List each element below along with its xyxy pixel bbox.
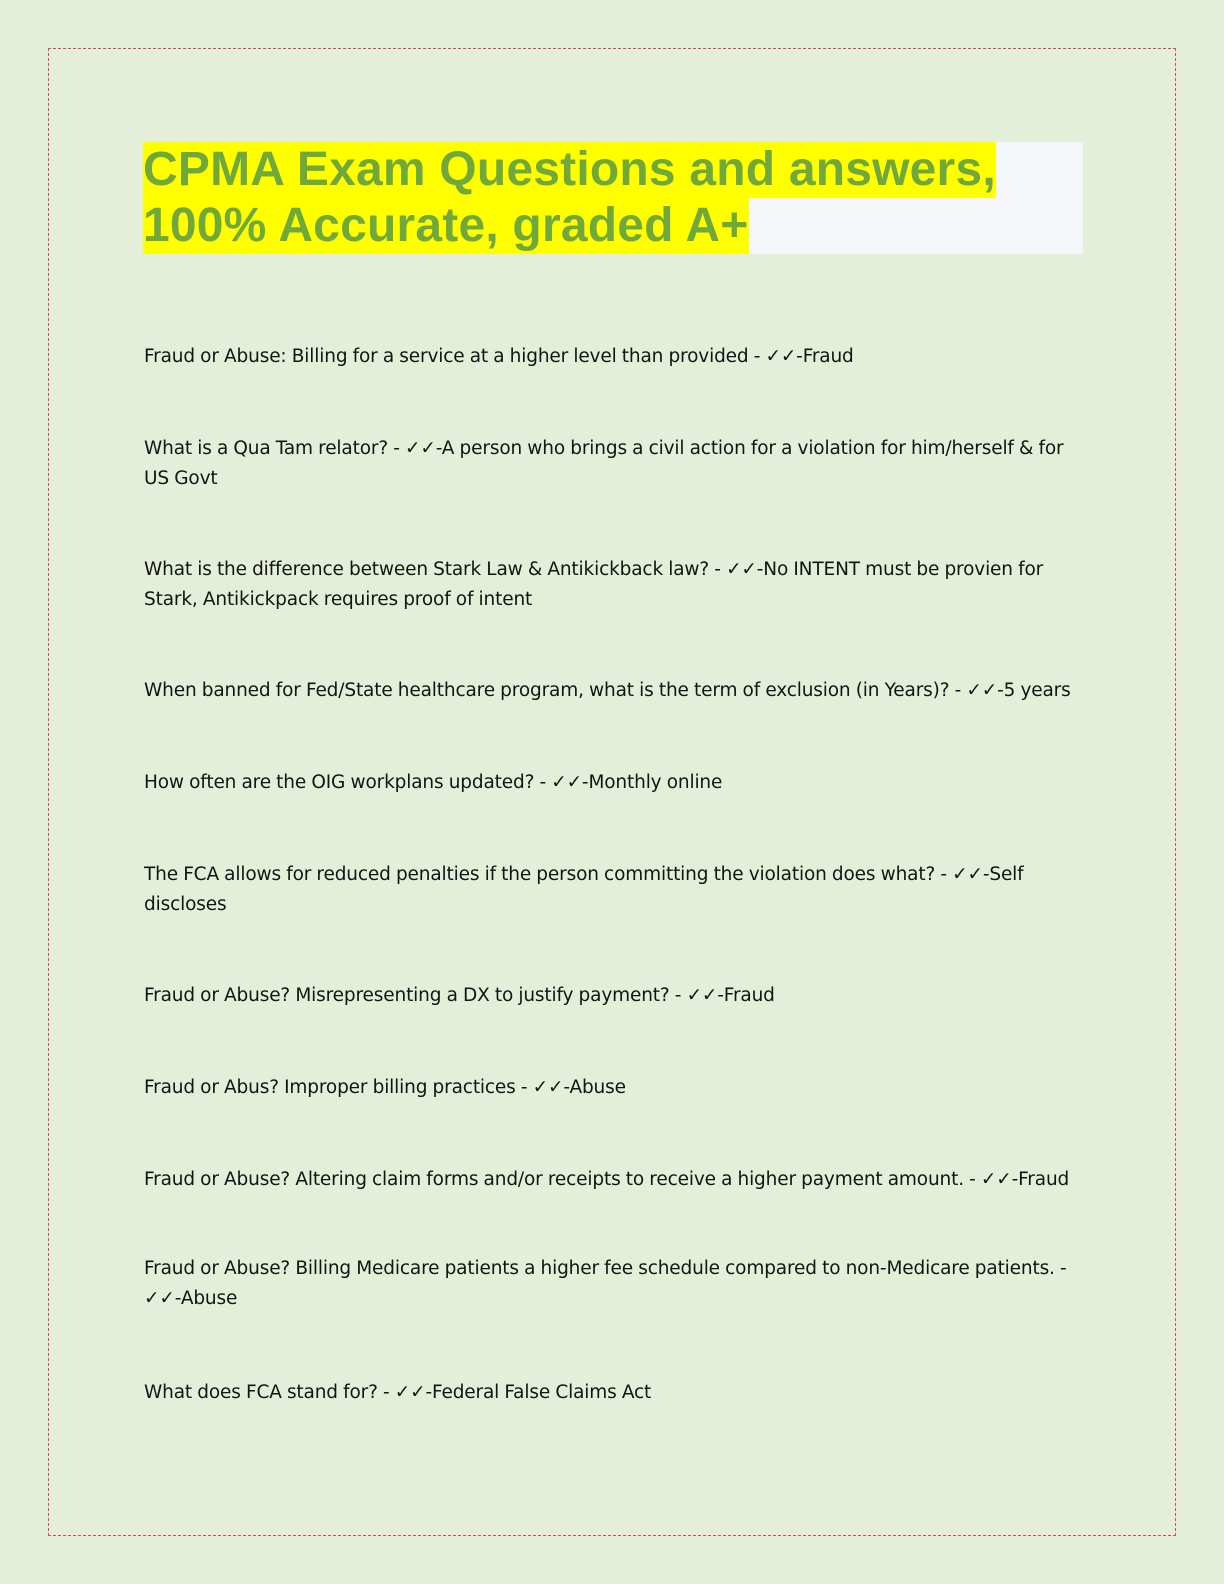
qa-item: Fraud or Abuse: Billing for a service at a higher level than provided - ✓✓-Fraud	[144, 346, 854, 367]
qa-item: What does FCA stand for? - ✓✓-Federal False Claims Act	[144, 1382, 652, 1403]
qa-item: When banned for Fed/State healthcare program, what is the term of exclusion (in Years)? - ✓✓-5 years	[144, 680, 1071, 701]
title-line-2: 100% Accurate, graded A+	[143, 199, 749, 252]
title-line-1: CPMA Exam Questions and answers,	[143, 143, 996, 196]
qa-item: Fraud or Abuse? Misrepresenting a DX to justify payment? - ✓✓-Fraud	[144, 985, 775, 1006]
qa-item: Fraud or Abuse? Altering claim forms and/or receipts to receive a higher payment amount. - ✓✓-Fraud	[144, 1169, 1070, 1190]
qa-item: The FCA allows for reduced penalties if the person committing the violation does what? - ✓✓-Self discloses	[144, 864, 1024, 915]
document-title	[143, 142, 1083, 254]
qa-item: What is the difference between Stark Law & Antikickback law? - ✓✓-No INTENT must be provien for Stark, Antikickpack requires proof of intent	[144, 559, 1044, 610]
qa-item: What is a Qua Tam relator? - ✓✓-A person who brings a civil action for a violation for him/herself & for US Govt	[144, 438, 1064, 489]
qa-item: How often are the OIG workplans updated? - ✓✓-Monthly online	[144, 772, 723, 793]
qa-item: Fraud or Abus? Improper billing practices - ✓✓-Abuse	[144, 1077, 626, 1098]
qa-item: Fraud or Abuse? Billing Medicare patients a higher fee schedule compared to non-Medicare patients. - ✓✓-Abuse	[144, 1258, 1067, 1309]
